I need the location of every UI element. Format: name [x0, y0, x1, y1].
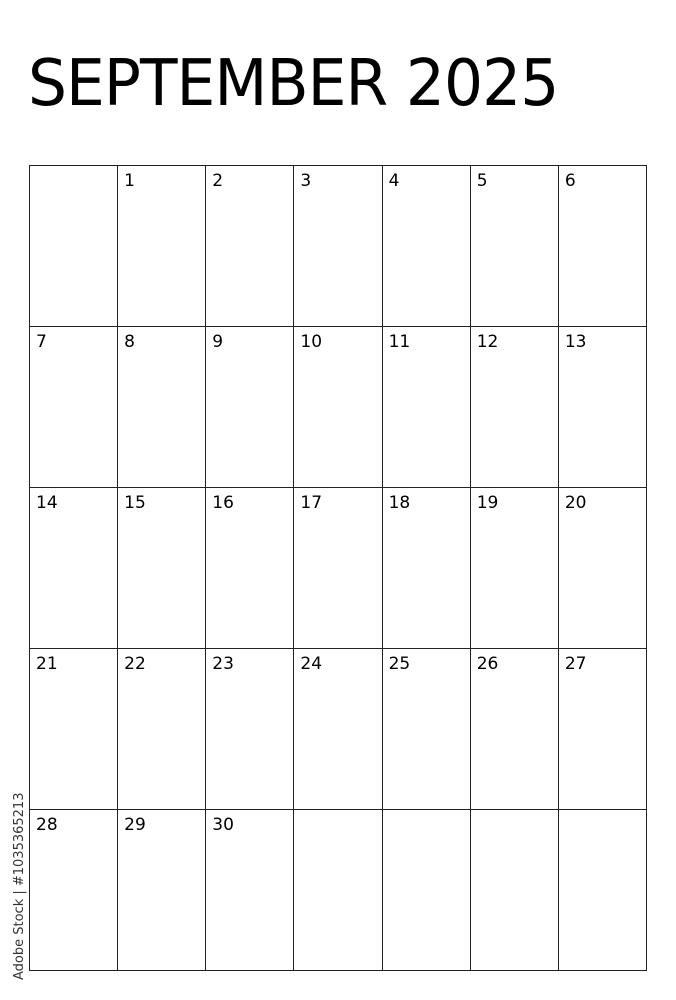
calendar-day-cell [383, 488, 471, 649]
calendar-day-cell [383, 810, 471, 971]
calendar-day-cell [206, 810, 294, 971]
calendar-day-cell [294, 810, 382, 971]
calendar-day-cell [118, 810, 206, 971]
calendar-day-cell [559, 327, 647, 488]
calendar-day-cell [118, 488, 206, 649]
calendar-day-cell [294, 166, 382, 327]
day-number: 4 [388, 171, 400, 191]
day-number: 6 [564, 171, 576, 191]
day-number: 1 [124, 171, 135, 191]
calendar-day-cell [30, 810, 118, 971]
day-number: 23 [212, 654, 234, 674]
calendar-day-cell [471, 649, 559, 810]
calendar-day-cell [471, 327, 559, 488]
calendar-day-cell [30, 327, 118, 488]
day-number: 19 [476, 493, 499, 513]
day-number: 29 [124, 815, 146, 835]
day-number: 30 [212, 815, 234, 835]
calendar-day-cell [118, 649, 206, 810]
day-number: 7 [36, 332, 47, 352]
calendar-day-cell [559, 166, 647, 327]
calendar-day-cell [30, 649, 118, 810]
day-number: 17 [300, 493, 323, 513]
day-number: 28 [36, 815, 58, 835]
calendar-day-cell [383, 166, 471, 327]
day-number: 3 [300, 171, 312, 191]
calendar-day-cell [294, 488, 382, 649]
calendar-day-cell [206, 166, 294, 327]
calendar-day-cell [118, 327, 206, 488]
day-number: 8 [124, 332, 135, 352]
calendar-day-cell [559, 649, 647, 810]
calendar-day-cell [559, 810, 647, 971]
calendar-day-cell [383, 649, 471, 810]
day-number: 26 [476, 654, 499, 674]
calendar-day-cell [471, 166, 559, 327]
day-number: 16 [212, 493, 234, 513]
day-number: 25 [388, 654, 411, 674]
calendar-day-cell [294, 649, 382, 810]
calendar-day-cell [471, 810, 559, 971]
day-number: 10 [300, 332, 323, 352]
day-number: 5 [476, 171, 488, 191]
day-number: 9 [212, 332, 224, 352]
calendar-day-cell [471, 488, 559, 649]
day-number: 18 [388, 493, 411, 513]
calendar-day-cell [206, 327, 294, 488]
calendar-day-cell [294, 327, 382, 488]
day-number: 22 [124, 654, 146, 674]
day-number: 27 [564, 654, 587, 674]
day-number: 20 [564, 493, 587, 513]
day-number: 12 [476, 332, 499, 352]
day-number: 11 [388, 332, 411, 352]
calendar-day-cell [206, 649, 294, 810]
day-number: 24 [300, 654, 323, 674]
calendar-day-cell [30, 488, 118, 649]
calendar-title: SEPTEMBER 2025 [28, 47, 559, 121]
calendar-day-cell [206, 488, 294, 649]
calendar-day-cell [559, 488, 647, 649]
calendar-day-cell [30, 166, 118, 327]
calendar-grid [29, 165, 647, 971]
day-number: 15 [124, 493, 146, 513]
day-number: 21 [36, 654, 58, 674]
calendar-day-cell [383, 327, 471, 488]
calendar-day-cell [118, 166, 206, 327]
stock-id-watermark: Adobe Stock | #1035365213 [12, 792, 27, 980]
day-number: 2 [212, 171, 224, 191]
day-number: 13 [564, 332, 587, 352]
day-number: 14 [36, 493, 58, 513]
